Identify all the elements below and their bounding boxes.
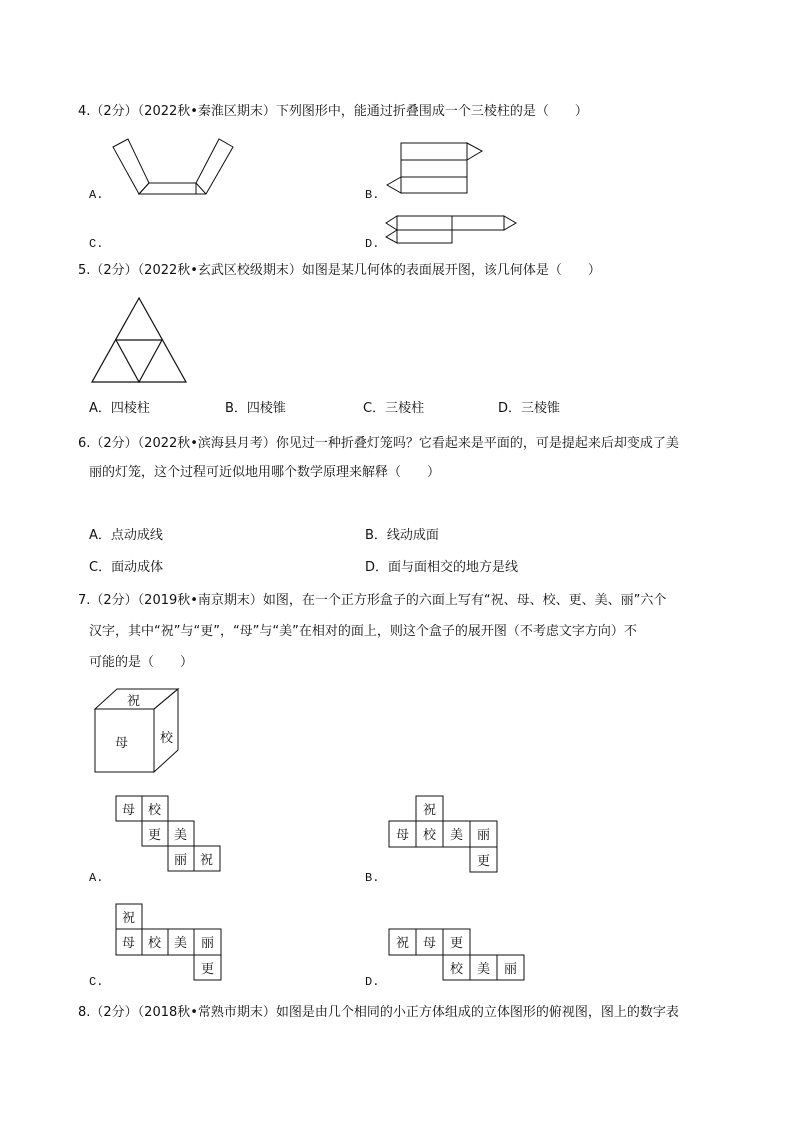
q7-option-c[interactable]: C. bbox=[89, 975, 104, 989]
net-b-cell-6: 更 bbox=[477, 854, 491, 869]
question-8-stem: 8.（2分）（2018秋•常熟市期末）如图是由几个相同的小正方体组成的立体图形的俯视图，图上的数字表 bbox=[78, 1005, 679, 1020]
net-a-cell-2: 校 bbox=[148, 803, 162, 818]
net-d-cell-5: 美 bbox=[477, 962, 491, 977]
net-c-cell-2: 母 bbox=[122, 936, 136, 951]
q4-option-d[interactable]: D. bbox=[365, 237, 380, 251]
q4-option-b[interactable]: B. bbox=[365, 188, 380, 202]
q6-option-d[interactable]: D．面与面相交的地方是线 bbox=[365, 560, 519, 575]
q7-option-d[interactable]: D. bbox=[365, 975, 380, 989]
q7-option-a[interactable]: A. bbox=[89, 871, 104, 885]
net-c-cell-5: 丽 bbox=[201, 936, 215, 951]
net-a-cell-5: 丽 bbox=[174, 853, 188, 868]
q5-option-d[interactable]: D．三棱锥 bbox=[498, 401, 561, 416]
question-6-stem-line-1: 6.（2分）（2022秋•滨海县月考）你见过一种折叠灯笼吗？它看起来是平面的，可是提起来后却变成了美 bbox=[78, 436, 679, 451]
net-b-cell-1: 祝 bbox=[423, 803, 437, 818]
cube-top-label: 祝 bbox=[127, 694, 141, 709]
net-c-cell-6: 更 bbox=[201, 962, 215, 977]
net-c-cell-4: 美 bbox=[174, 936, 188, 951]
q6-option-c[interactable]: C．面动成体 bbox=[89, 560, 164, 575]
net-b-cell-3: 校 bbox=[423, 828, 437, 843]
net-d-cell-3: 更 bbox=[450, 936, 464, 951]
cube-side-label: 校 bbox=[160, 731, 174, 746]
net-b-cell-4: 美 bbox=[450, 828, 464, 843]
net-b-cell-5: 丽 bbox=[477, 828, 491, 843]
q5-option-c[interactable]: C．三棱柱 bbox=[363, 401, 425, 416]
net-d-cell-2: 母 bbox=[423, 936, 437, 951]
q5-option-b[interactable]: B．四棱锥 bbox=[225, 401, 286, 416]
net-d-cell-6: 丽 bbox=[504, 962, 518, 977]
cube-front-label: 母 bbox=[115, 736, 129, 751]
question-7-stem-line-1: 7.（2分）（2019秋•南京期末）如图，在一个正方形盒子的六面上写有“祝、母、校、更、美、丽”六个 bbox=[78, 593, 667, 608]
net-d-cell-4: 校 bbox=[450, 962, 464, 977]
q4-option-c[interactable]: C. bbox=[89, 237, 104, 251]
q6-option-b[interactable]: B．线动成面 bbox=[365, 528, 439, 543]
net-b-cell-2: 母 bbox=[396, 828, 410, 843]
q7-option-b[interactable]: B. bbox=[365, 871, 380, 885]
net-a-cell-3: 更 bbox=[148, 828, 162, 843]
q5-option-a[interactable]: A．四棱柱 bbox=[89, 401, 150, 416]
q4-option-a[interactable]: A. bbox=[89, 188, 104, 202]
question-6-stem-line-2: 丽的灯笼，这个过程可近似地用哪个数学原理来解释（ ） bbox=[89, 465, 441, 480]
question-5-stem: 5.（2分）（2022秋•玄武区校级期末）如图是某几何体的表面展开图，该几何体是（ ） bbox=[78, 263, 601, 278]
net-c-cell-3: 校 bbox=[148, 936, 162, 951]
question-7-stem-line-2: 汉字，其中“祝”与“更”，“母”与“美”在相对的面上，则这个盒子的展开图（不考虑文字方向）不 bbox=[89, 624, 637, 639]
net-a-cell-6: 祝 bbox=[200, 853, 214, 868]
question-4-stem: 4.（2分）（2022秋•秦淮区期末）下列图形中，能通过折叠围成一个三棱柱的是（ ） bbox=[78, 104, 588, 119]
net-c-cell-1: 祝 bbox=[122, 911, 136, 926]
net-a-cell-1: 母 bbox=[122, 803, 136, 818]
q6-option-a[interactable]: A．点动成线 bbox=[89, 528, 163, 543]
question-7-stem-line-3: 可能的是（ ） bbox=[89, 655, 194, 670]
net-d-cell-1: 祝 bbox=[396, 936, 410, 951]
net-a-cell-4: 美 bbox=[174, 828, 188, 843]
